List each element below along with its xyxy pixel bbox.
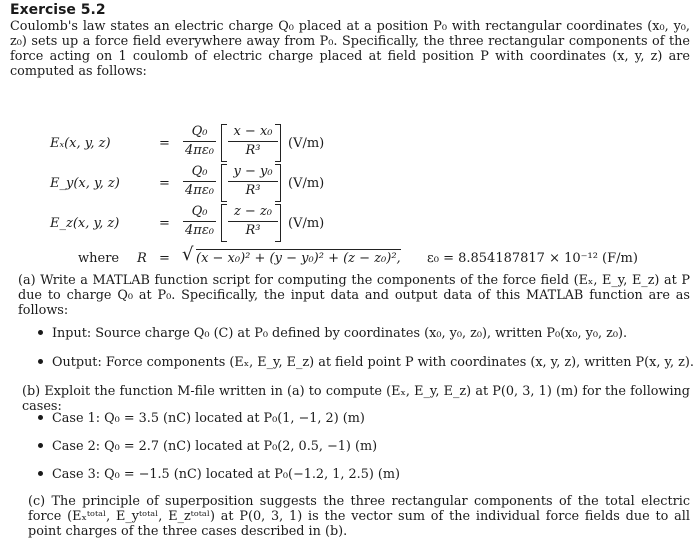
sqrt-expression: (x − x₀)² + (y − y₀)² + (z − z₀)², (196, 251, 401, 266)
bullet-icon (38, 415, 43, 420)
equation-lhs: Eₓ(x, y, z) (50, 136, 111, 151)
exercise-title: Exercise 5.2 (10, 2, 106, 18)
part-a-paragraph: (a) Write a MATLAB function script for computing the components of the force field (Eₓ, E_y, E_z) at P due to charge Q₀ at P₀. Specifically, the input data and output data of this MATLAB function are as follows: (18, 273, 690, 318)
r-symbol: R (137, 251, 147, 266)
coefficient-fraction (183, 204, 216, 238)
fraction-numerator: Q₀ (191, 124, 208, 139)
case-text: Case 1: Q₀ = 3.5 (nC) located at P₀(1, −1, 2) (m) (52, 411, 365, 426)
fraction-bar (183, 181, 216, 182)
bracket-fraction (228, 164, 278, 198)
equation-ez (0, 204, 700, 244)
left-bracket (221, 164, 227, 202)
list-item (38, 411, 365, 426)
part-c-paragraph: (c) The principle of superposition suggests the three rectangular components of the total electric force (Eₓᵗᵒᵗᵃˡ, E_yᵗᵒᵗᵃˡ, E_zᵗᵒᵗᵃˡ) at P(0, 3, 1) is the vector sum of the individual force fields due to all point charges of the three cases described in (b). (28, 494, 690, 539)
equation-unit: (V/m) (288, 176, 325, 191)
list-item (38, 326, 627, 341)
right-bracket (275, 124, 281, 162)
list-item (38, 355, 694, 370)
where-definition (0, 244, 700, 269)
equation-lhs: E_z(x, y, z) (50, 216, 120, 231)
sqrt-icon: √ (182, 244, 194, 265)
part-b-paragraph: (b) Exploit the function M-file written in (a) to compute (Eₓ, E_y, E_z) at P(0, 3, 1) (m) for the following cases: (22, 384, 690, 414)
equation-ey (0, 164, 700, 204)
bullet-icon (38, 471, 43, 476)
equation-unit: (V/m) (288, 216, 325, 231)
coefficient-fraction (183, 124, 216, 158)
fraction-numerator: z − z₀ (233, 204, 273, 219)
fraction-denominator: 4πε₀ (185, 183, 215, 198)
left-bracket (221, 204, 227, 242)
list-item (38, 439, 377, 454)
fraction-numerator: Q₀ (191, 204, 208, 219)
list-item (38, 467, 400, 482)
fraction-numerator: x − x₀ (233, 124, 273, 139)
case-text: Case 2: Q₀ = 2.7 (nC) located at P₀(2, 0.5, −1) (m) (52, 439, 378, 454)
bracket-fraction (228, 124, 278, 158)
left-bracket (221, 124, 227, 162)
equals-sign: = (159, 136, 170, 151)
fraction-denominator: 4πε₀ (185, 223, 215, 238)
fraction-bar (228, 221, 278, 222)
bullet-icon (38, 359, 43, 364)
bullet-icon (38, 443, 43, 448)
fraction-denominator: 4πε₀ (185, 143, 215, 158)
fraction-bar (183, 221, 216, 222)
right-bracket (275, 164, 281, 202)
where-label: where (78, 251, 120, 266)
fraction-bar (228, 141, 278, 142)
case-text: Case 3: Q₀ = −1.5 (nC) located at P₀(−1.2, 1, 2.5) (m) (52, 467, 401, 482)
equals-sign: = (159, 176, 170, 191)
equals-sign: = (159, 251, 170, 266)
equation-unit: (V/m) (288, 136, 325, 151)
bullet-text: Input: Source charge Q₀ (C) at P₀ defined by coordinates (x₀, y₀, z₀), written P₀(x₀, y₀, z₀). (52, 326, 628, 341)
right-bracket (275, 204, 281, 242)
equals-sign: = (159, 216, 170, 231)
equation-ex (0, 124, 700, 164)
fraction-denominator: R³ (245, 143, 261, 158)
fraction-denominator: R³ (245, 183, 261, 198)
fraction-denominator: R³ (245, 223, 261, 238)
bullet-text: Output: Force components (Eₓ, E_y, E_z) at field point P with coordinates (x, y, z), written P(x, y, z). (52, 355, 694, 370)
fraction-numerator: Q₀ (191, 164, 208, 179)
epsilon-definition: ε₀ = 8.854187817 × 10⁻¹² (F/m) (427, 251, 638, 266)
fraction-bar (228, 181, 278, 182)
bracket-fraction (228, 204, 278, 238)
bullet-icon (38, 330, 43, 335)
equation-lhs: E_y(x, y, z) (50, 176, 120, 191)
fraction-bar (183, 141, 216, 142)
fraction-numerator: y − y₀ (233, 164, 273, 179)
intro-paragraph: Coulomb's law states an electric charge Q₀ placed at a position P₀ with rectangular coordinates (x₀, y₀, z₀) sets up a force field everywhere away from P₀. Specifically, the three rectangular components of the force acting on 1 coulomb of electric charge placed at field position P with coordinates (x, y, z) are computed as follows: (10, 19, 690, 79)
coefficient-fraction (183, 164, 216, 198)
